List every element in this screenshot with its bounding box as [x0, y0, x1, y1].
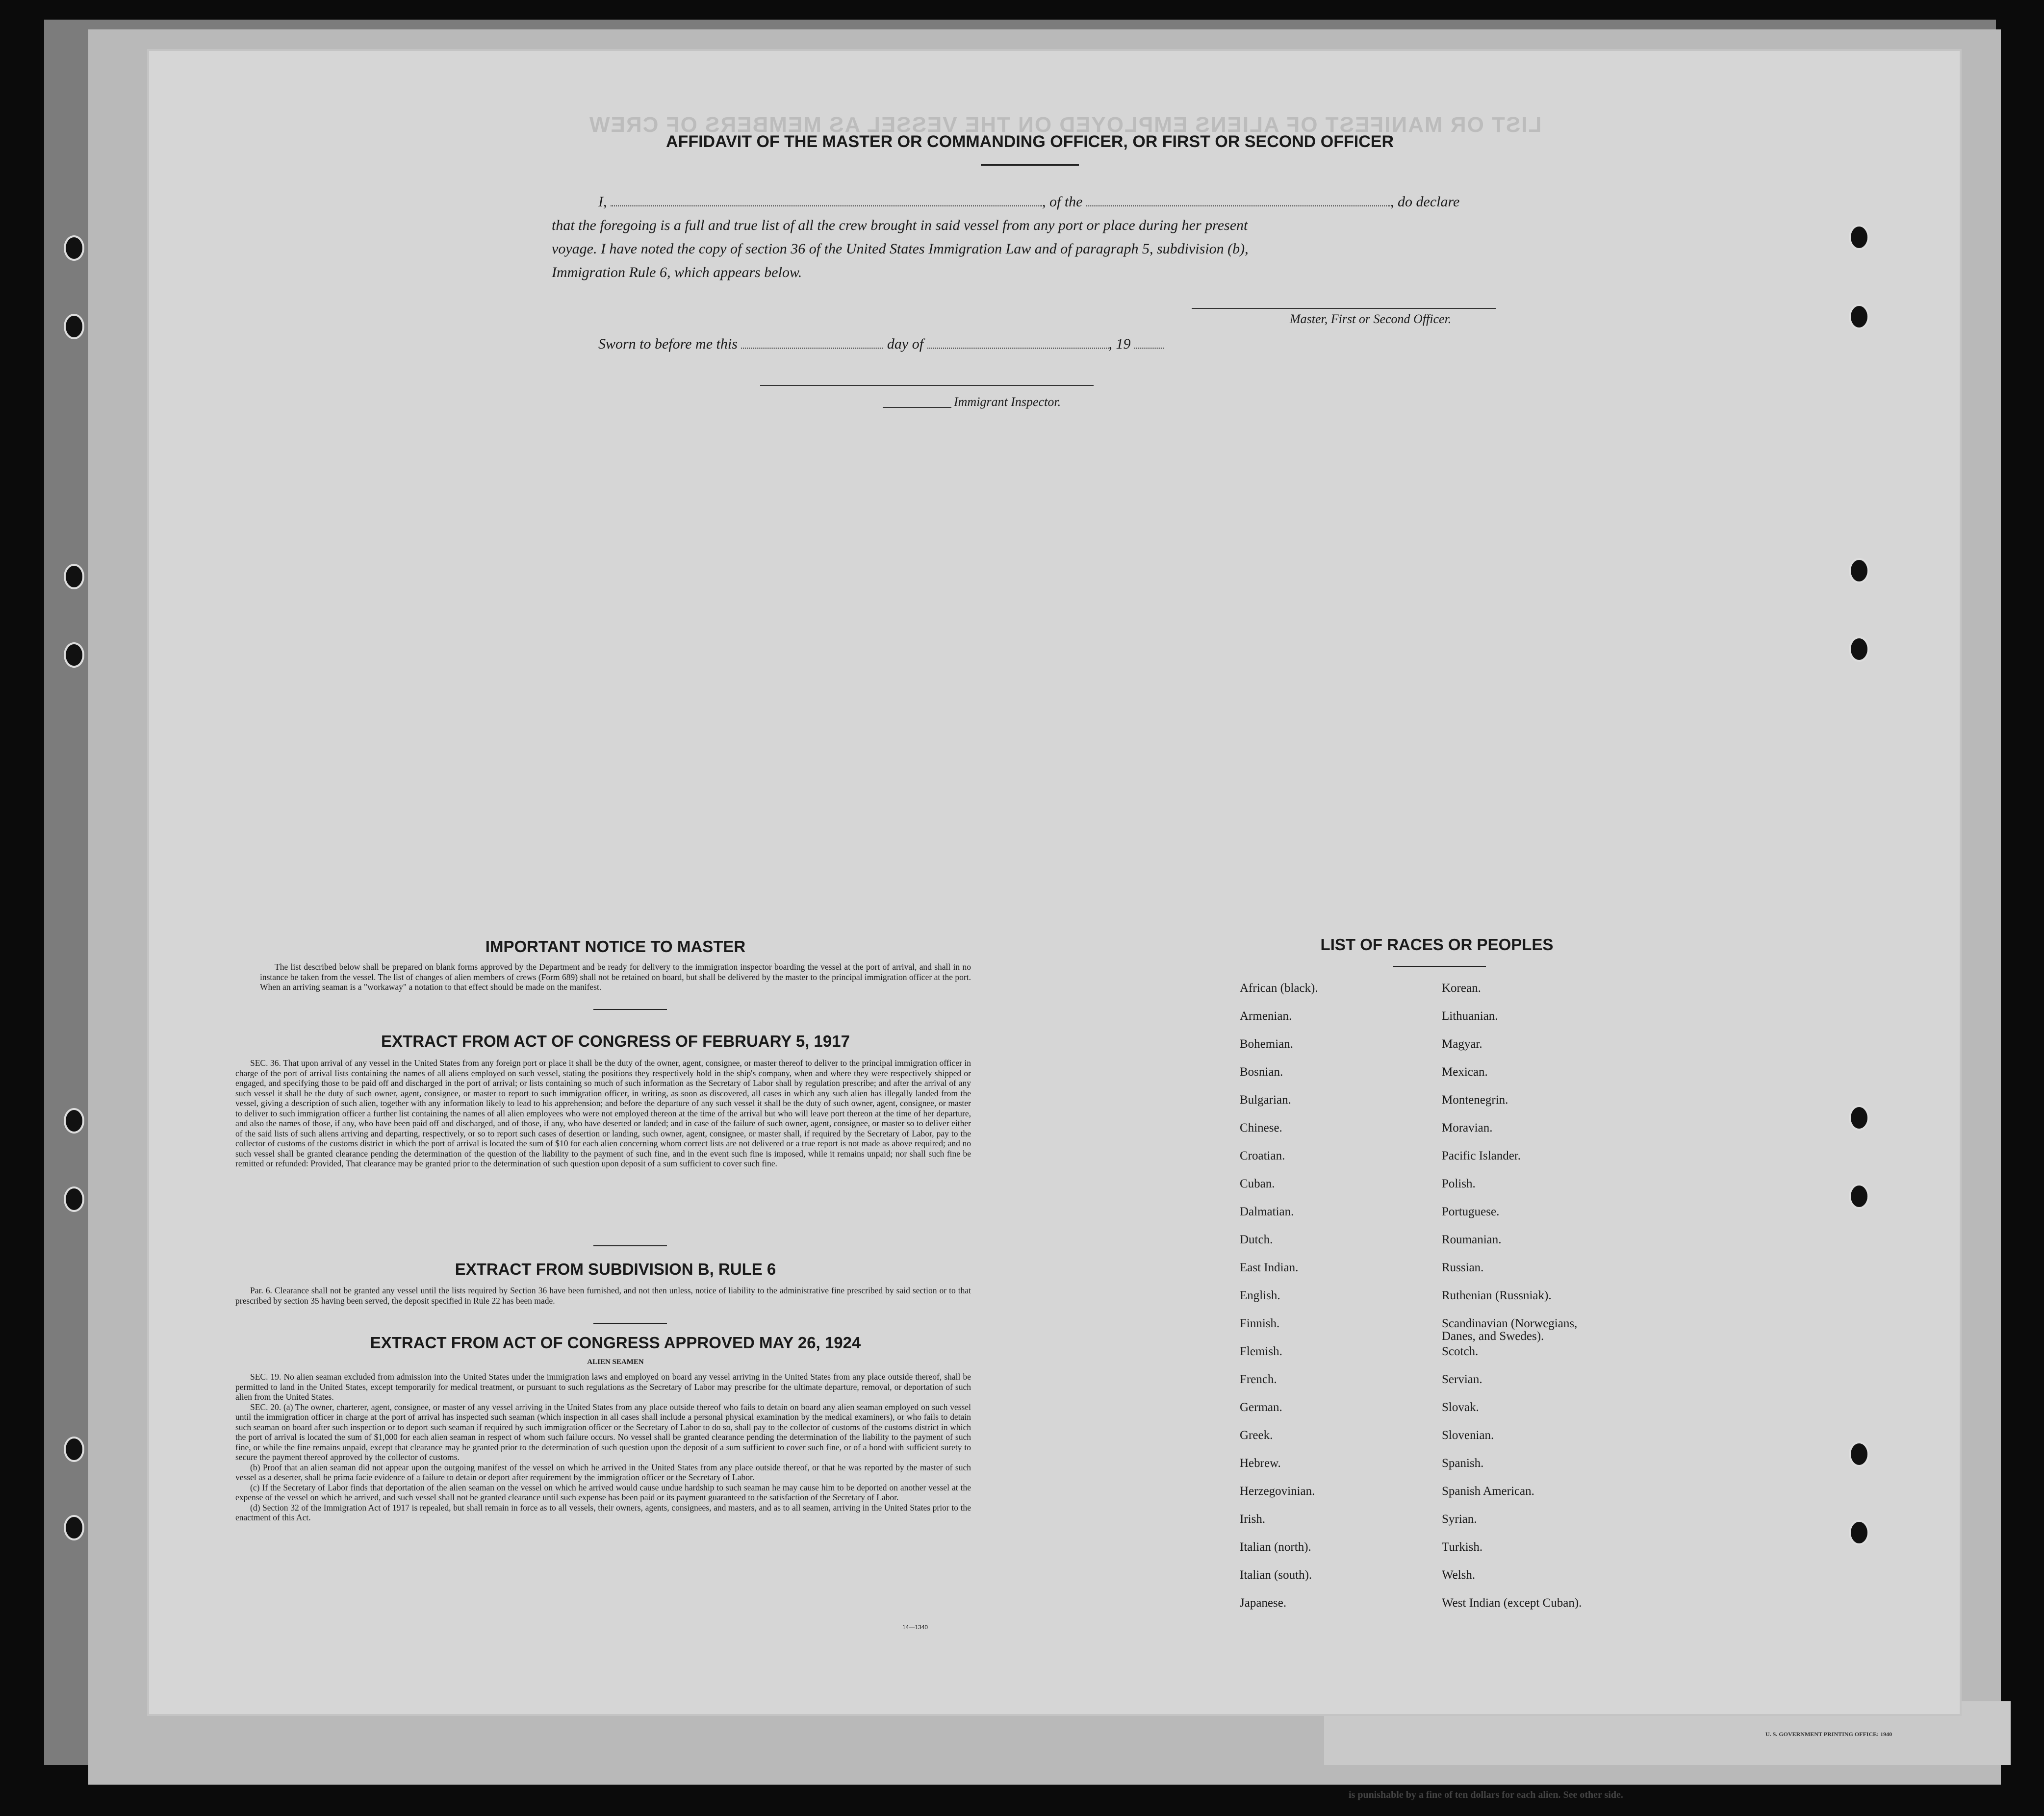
title-rule [981, 164, 1079, 166]
race-item: Ruthenian (Russniak). [1442, 1289, 1552, 1302]
race-item: Dalmatian. [1240, 1205, 1294, 1218]
binder-hole [1849, 636, 1869, 662]
master-signature-label: Master, First or Second Officer. [1290, 312, 1452, 326]
race-item: Pacific Islander. [1442, 1149, 1521, 1162]
section-20b-paragraph: (b) Proof that an alien seaman did not appear upon the outgoing manifest of the vessel on which he arrived in the United States from any place outside thereof, or that he was reported by the master of such vessel as a deserter, shall be prima facie evidence of a failure to detain or deport after requirement by the immigration officer or the Secretary of Labor. [235, 1462, 971, 1482]
sworn-day-blank[interactable] [741, 348, 883, 349]
binder-hole [64, 1515, 84, 1540]
race-item: Polish. [1442, 1177, 1476, 1190]
sworn-line [598, 336, 1164, 353]
race-item: Cuban. [1240, 1177, 1275, 1190]
races-title: LIST OF RACES OR PEOPLES [1320, 935, 1554, 954]
affidavit-line-3: voyage. I have noted the copy of section 36 of the United States Immigration Law and of paragraph 5, subdivision (b), [552, 241, 1249, 257]
binder-hole [64, 1437, 84, 1462]
race-item: African (black). [1240, 982, 1318, 995]
par-6-paragraph: Par. 6. Clearance shall not be granted any vessel until the lists required by Section 36 have been furnished, and not then unless, notice of liability to the administrative fine prescribed by said section or to that prescribed by section 35 having been served, the deposit specified in Rule 22 has been made. [235, 1286, 971, 1306]
section-20a-paragraph: SEC. 20. (a) The owner, charterer, agent, consignee, or master of any vessel arriving in the United States from any place outside thereof who fails to detain on board any alien seaman employed on such vessel until the immigration officer in charge at the port of arrival has inspected such seaman (which inspection in all cases shall include a personal physical examination by the medical examiners), or who fails to detain such seaman on board after such inspection or to deport such seaman if required by such immigration officer or the Secretary of Labor to do so, shall pay to the collector of customs of the customs district in which the port of arrival is located the sum of $1,000 for each alien seaman in respect of whom such failure occurs. No vessel shall be granted clearance pending the determination of the liability to the payment of such fine, or while the fine remains unpaid, except that clearance may be granted prior to the determination of such question upon the deposit of a sum sufficient to cover such fine, or of a bond with sufficient surety to secure the payment thereof approved by the collector of customs. [235, 1402, 971, 1462]
inspector-signature-line[interactable] [760, 385, 1094, 386]
binder-hole [1849, 558, 1869, 583]
sworn-label: Sworn to before me this [598, 336, 738, 352]
race-item: Herzegovinian. [1240, 1485, 1315, 1498]
race-item: Mexican. [1442, 1065, 1488, 1079]
affidavit-line-2: that the foregoing is a full and true list of all the crew brought in said vessel from any port or place during her present [552, 217, 1248, 233]
race-item: French. [1240, 1373, 1277, 1386]
race-item: Bulgarian. [1240, 1093, 1291, 1107]
affidavit-line-4: Immigration Rule 6, which appears below. [552, 264, 802, 280]
binder-hole [1849, 304, 1869, 329]
name-blank[interactable] [611, 205, 1042, 206]
year-prefix-label: , 19 [1108, 336, 1131, 352]
section-36-paragraph: SEC. 36. That upon arrival of any vessel in the United States from any foreign port or place it shall be the duty of the owner, agent, consignee, or master thereof to deliver to the principal immigration officer in charge of the port of arrival lists containing the names of all aliens employed on such vessel, stating the positions they respectively hold in the ship's company, when and where they were respectively shipped or engaged, and specifying those to be paid off and discharged in the port of arrival; or lists containing so much of such information as the Secretary of Labor shall by regulation prescribe; and after the arrival of any such vessel it shall be the duty of such owner, agent, consignee, or master to report to such immigration officer, in writing, as soon as discovered, all cases in which any such alien has illegally landed from the vessel, giving a description of such alien, together with any information likely to lead to his apprehension; and before the departure of any such vessel it shall be the duty of such owner, agent, consignee, or master to deliver to such immigration officer a further list containing the names of all alien employees who were not employed thereon at the time of the arrival but who will leave port thereon at the time of her departure, and also the names of those, if any, who have been paid off and discharged, and of those, if any, who have deserted or landed; and in case of the failure of such owner, agent, consignee, or master so to deliver either of the said lists of such aliens arriving and departing, respectively, or so to report such cases of desertion or landing, such owner, agent, consignee, or master shall, if required by the Secretary of Labor, pay to the collector of customs of the customs district in which the port of arrival is located the sum of $10 for each alien concerning whom correct lists are not delivered or a true report is not made as above required; and no such vessel shall be granted clearance pending the determination of the question of the liability to the payment of such fine, and in the event such fine is imposed, while it remains unpaid; nor shall such fine be remitted or refunded: Provided, That clearance may be granted prior to the determination of such question upon deposit of a sum sufficient to cover such fine. [235, 1058, 971, 1168]
race-item: Spanish. [1442, 1457, 1484, 1470]
race-item: Chinese. [1240, 1121, 1282, 1135]
vessel-blank[interactable] [1086, 205, 1390, 206]
binder-hole [64, 1186, 84, 1212]
race-item: Montenegrin. [1442, 1093, 1508, 1107]
race-item: English. [1240, 1289, 1280, 1302]
binder-hole [64, 1108, 84, 1134]
race-item: Magyar. [1442, 1037, 1482, 1051]
binder-hole [1849, 1105, 1869, 1131]
section-20d-paragraph: (d) Section 32 of the Immigration Act of 1917 is repealed, but shall remain in force as to all vessels, their owners, agents, consignees, and masters, and as to all seamen, arriving in the United States prior to the enactment of this Act. [235, 1502, 971, 1522]
race-item: Roumanian. [1442, 1233, 1502, 1246]
master-signature-line[interactable] [1192, 308, 1496, 309]
race-item: Italian (south). [1240, 1568, 1312, 1582]
race-item: Welsh. [1442, 1568, 1476, 1582]
alien-seamen-subtitle: ALIEN SEAMEN [587, 1358, 644, 1366]
race-item: Spanish American. [1442, 1485, 1534, 1498]
sworn-year-blank[interactable] [1134, 348, 1164, 349]
race-item: Croatian. [1240, 1149, 1285, 1162]
race-item: Irish. [1240, 1513, 1266, 1526]
binder-hole [1849, 1520, 1869, 1545]
race-item: Bohemian. [1240, 1037, 1294, 1051]
race-item: Greek. [1240, 1429, 1273, 1442]
race-item: Dutch. [1240, 1233, 1273, 1246]
race-item: Moravian. [1442, 1121, 1493, 1135]
affidavit-i-label: I, [598, 194, 607, 210]
race-item: Bosnian. [1240, 1065, 1283, 1079]
race-item: Armenian. [1240, 1009, 1292, 1023]
form-code: 14—1340 [902, 1624, 928, 1631]
inspector-label: Immigrant Inspector. [954, 395, 1061, 409]
races-rule [1393, 966, 1486, 967]
notice-text [260, 962, 971, 992]
subdivision-b-text [235, 1286, 971, 1306]
subdivision-b-rule [593, 1323, 667, 1324]
sworn-month-blank[interactable] [927, 348, 1109, 349]
race-item: East Indian. [1240, 1261, 1299, 1274]
race-item: Korean. [1442, 982, 1481, 995]
extract-1917-text [235, 1058, 971, 1169]
race-item: Slovak. [1442, 1401, 1479, 1414]
section-20c-paragraph: (c) If the Secretary of Labor finds that deportation of the alien seaman on the vessel on which he arrived would cause undue hardship to such seaman he may cause him to be deported on another vessel at the expense of the vessel on which he arrived, and such vessel shall not be granted clearance until such expense has been paid or its payment guaranteed to the satisfaction of the Secretary of Labor. [235, 1482, 971, 1502]
notice-paragraph: The list described below shall be prepared on blank forms approved by the Department and be ready for delivery to the immigration inspector boarding the vessel at the port of arrival, and shall in no instance be taken from the vessel. The list of changes of alien members of crews (Form 689) shall not be retained on board, but shall be delivered by the master to the principal immigration officer at the port. When an arriving seaman is a "workaway" a notation to that effect should be made on the manifest. [260, 962, 971, 992]
underlying-printing-office: U. S. GOVERNMENT PRINTING OFFICE: 1940 [1765, 1731, 1892, 1738]
race-item: Flemish. [1240, 1345, 1282, 1358]
race-item: Scotch. [1442, 1345, 1479, 1358]
race-item: Turkish. [1442, 1540, 1483, 1554]
race-item: Italian (north). [1240, 1540, 1311, 1554]
race-item: Hebrew. [1240, 1457, 1281, 1470]
race-item: Servian. [1442, 1373, 1482, 1386]
binder-hole [64, 564, 84, 589]
inspector-short-rule [883, 407, 951, 408]
race-item: Lithuanian. [1442, 1009, 1498, 1023]
binder-hole [64, 642, 84, 668]
race-item: Slovenian. [1442, 1429, 1494, 1442]
notice-title: IMPORTANT NOTICE TO MASTER [485, 937, 746, 956]
binder-hole [1849, 225, 1869, 250]
section-19-paragraph: SEC. 19. No alien seaman excluded from admission into the United States under the immigration laws and employed on board any vessel arriving in the United States from any place outside thereof, shall be permitted to land in the United States, except temporarily for medical treatment, or pursuant to such regulations as the Secretary of Labor may prescribe for the ultimate departure, removal, or deportation of such alien from the United States. [235, 1372, 971, 1402]
extract-1917-title: EXTRACT FROM ACT OF CONGRESS OF FEBRUARY 5, 1917 [381, 1032, 850, 1050]
day-of-label: day of [887, 336, 924, 352]
bleed-through-title: LIST OR MANIFEST OF ALIENS EMPLOYED ON THE VESSEL AS MEMBERS OF CREW [588, 113, 1542, 137]
binder-hole [1849, 1184, 1869, 1209]
affidavit-title: AFFIDAVIT OF THE MASTER OR COMMANDING OFFICER, OR FIRST OR SECOND OFFICER [666, 132, 1394, 151]
extract-1917-rule [593, 1245, 667, 1246]
underlying-footer-text-2: is punishable by a fine of ten dollars for each alien. See other side. [1349, 1790, 1623, 1800]
binder-hole [1849, 1441, 1869, 1467]
extract-1924-title: EXTRACT FROM ACT OF CONGRESS APPROVED MAY 26, 1924 [370, 1334, 861, 1352]
extract-1924-text [235, 1372, 971, 1523]
race-item: Russian. [1442, 1261, 1484, 1274]
race-item: Syrian. [1442, 1513, 1477, 1526]
binder-hole [64, 314, 84, 339]
affidavit-of-the-label: , of the [1042, 194, 1083, 210]
notice-rule [593, 1009, 667, 1010]
race-item: Scandinavian (Norwegians, Danes, and Swedes). [1442, 1317, 1578, 1343]
race-item: West Indian (except Cuban). [1442, 1596, 1582, 1610]
subdivision-b-title: EXTRACT FROM SUBDIVISION B, RULE 6 [455, 1260, 776, 1278]
race-item: German. [1240, 1401, 1282, 1414]
race-item: Portuguese. [1442, 1205, 1500, 1218]
race-item: Finnish. [1240, 1317, 1280, 1330]
race-item: Japanese. [1240, 1596, 1287, 1610]
affidavit-declare-label: , do declare [1390, 194, 1460, 210]
affidavit-declaration-line [598, 194, 1459, 210]
binder-hole [64, 235, 84, 261]
